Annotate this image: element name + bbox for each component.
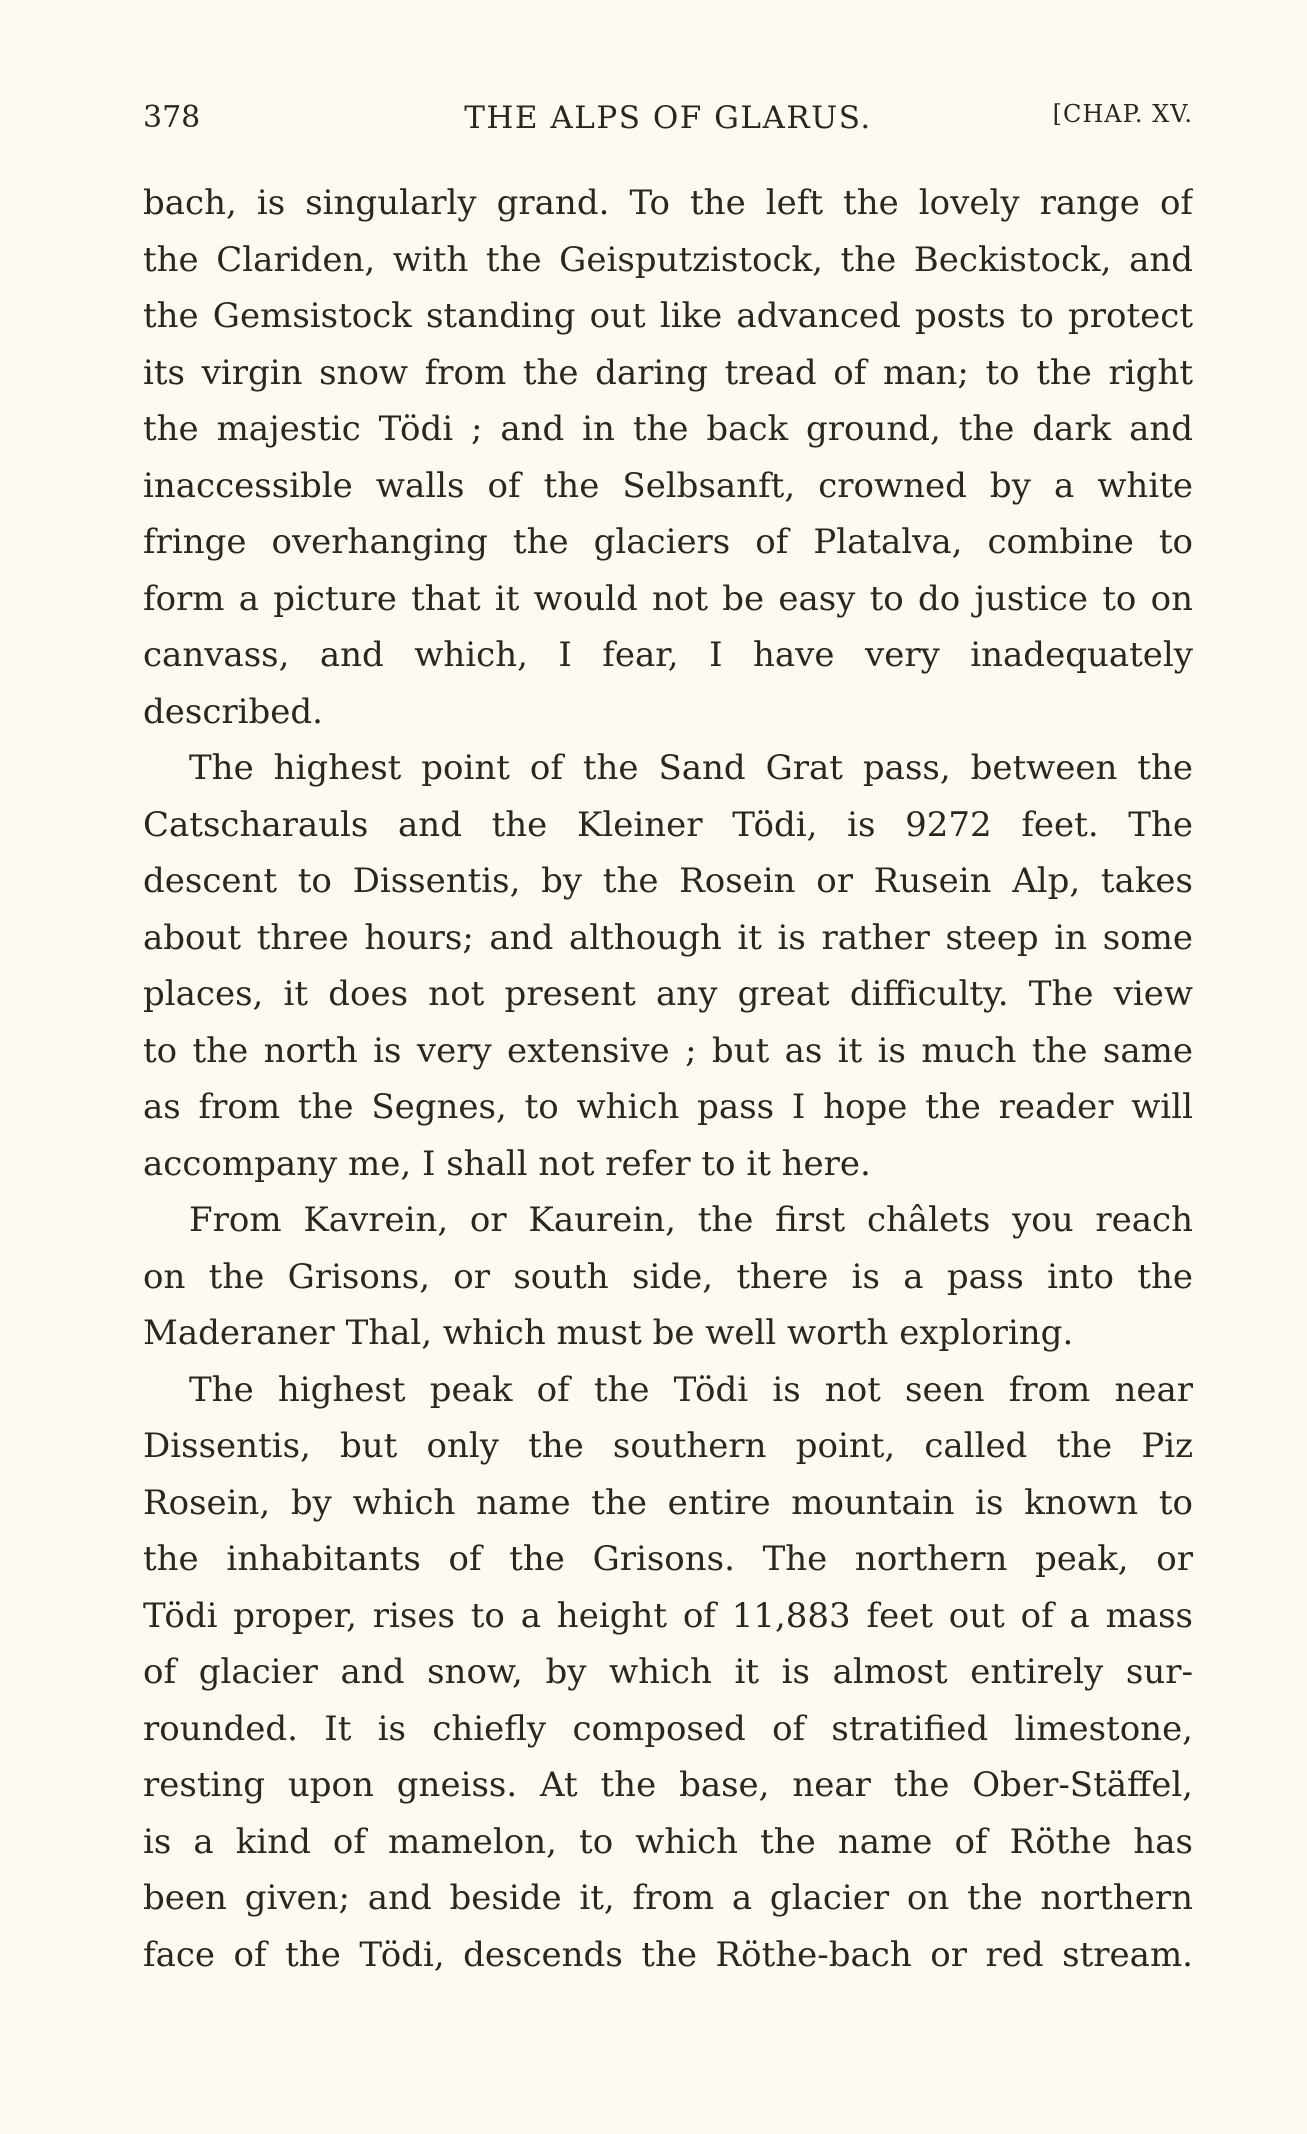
page-number: 378 [143,100,201,135]
text-line: described. [143,691,323,732]
text-line: Maderaner Thal, which must be well worth exploring. [143,1313,1074,1353]
text-line: bach, is singularly grand. To the left the lovely range of [143,183,1193,223]
text-line: form a picture that it would not be easy to do justice to on [143,578,1193,619]
text-line: Catscharauls and the Kleiner Tödi, is 9272 feet. The [143,804,1193,845]
text-line: accompany me, I shall not refer to it here. [143,1143,871,1184]
text-line: resting upon gneiss. At the base, near the Ober-Stäffel, [143,1765,1193,1805]
text-line: on the Grisons, or south side, there is a pass into the [143,1256,1193,1297]
text-line: From Kavrein, or Kaurein, the first châlets you reach [189,1200,1193,1240]
text-line: The highest point of the Sand Grat pass, between the [189,748,1193,788]
text-line: its virgin snow from the daring tread of man; to the right [143,352,1193,393]
text-line: rounded. It is chiefly composed of stratified limestone, [143,1708,1193,1749]
text-line: been given; and beside it, from a glacier on the northern [143,1878,1193,1918]
body-text [143,175,1193,1983]
text-line: canvass, and which, I fear, I have very inadequately [143,635,1193,675]
text-line: of glacier and snow, by which it is almost entirely sur- [143,1652,1193,1692]
chapter-marker: [CHAP. XV. [1052,100,1193,128]
text-line: the Gemsistock standing out like advanced posts to protect [143,296,1193,336]
text-line: Rosein, by which name the entire mountain is known to [143,1482,1193,1523]
text-line: face of the Tödi, descends the Röthe-bach or red stream. [143,1934,1193,1975]
text-line: about three hours; and although it is rather steep in some [143,917,1193,958]
text-line: Tödi proper, rises to a height of 11,883 feet out of a mass [143,1595,1193,1636]
text-line: the inhabitants of the Grisons. The northern peak, or [143,1539,1193,1579]
text-line: places, it does not present any great difficulty. The view [143,974,1193,1014]
text-line: descent to Dissentis, by the Rosein or Rusein Alp, takes [143,861,1193,901]
running-title: THE ALPS OF GLARUS. [464,100,872,136]
text-line: inaccessible walls of the Selbsanft, crowned by a white [143,465,1193,506]
text-line: The highest peak of the Tödi is not seen from near [189,1369,1193,1410]
text-line: as from the Segnes, to which pass I hope the reader will [143,1087,1193,1127]
text-line: the majestic Tödi ; and in the back ground, the dark and [143,409,1193,449]
text-line: is a kind of mamelon, to which the name of Röthe has [143,1821,1193,1862]
text-line: to the north is very extensive ; but as it is much the same [143,1030,1193,1071]
text-line: Dissentis, but only the southern point, called the Piz [143,1426,1193,1466]
text-line: the Clariden, with the Geisputzistock, the Beckistock, and [143,239,1193,280]
running-head [143,100,1193,144]
text-line: fringe overhanging the glaciers of Platalva, combine to [143,522,1193,562]
